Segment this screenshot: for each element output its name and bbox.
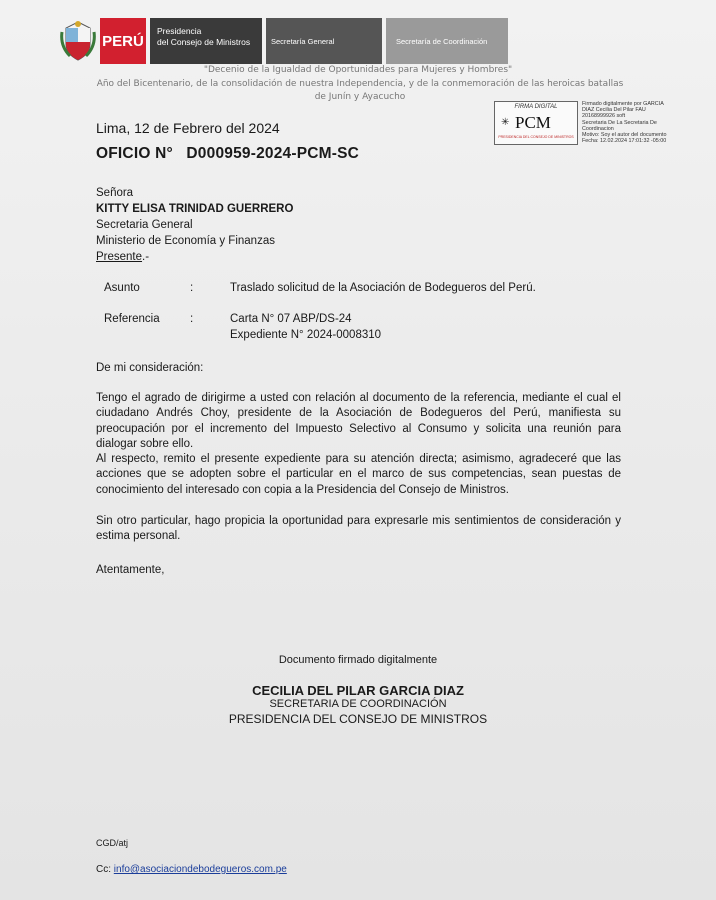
presente-line xyxy=(96,251,149,263)
paragraph-2: Al respecto, remito el presente expediente para su atención directa; asimismo, agradeceré que las acciones que se adopten sobre el particular en el marco de sus competencias, sean puestas de conocimiento del interesado con copia a la Presidencia del Consejo de Ministros. xyxy=(96,453,621,496)
year-motto-line2: de Junín y Ayacucho xyxy=(314,92,406,102)
recipient-title: Secretaria General xyxy=(96,219,193,231)
decade-motto: "Decenio de la Igualdad de Oportunidades para Mujeres y Hombres" xyxy=(203,65,513,75)
signer-org: PRESIDENCIA DEL CONSEJO DE MINISTROS xyxy=(228,712,488,726)
stamp-title: FIRMA DIGITAL xyxy=(514,104,558,110)
signature-details xyxy=(582,101,702,144)
greeting: De mi consideración: xyxy=(96,362,204,374)
secretaria-general-label: Secretaría General xyxy=(266,18,382,64)
stamp-footer: PRESIDENCIA DEL CONSEJO DE MINISTROS xyxy=(498,135,574,139)
oficio-number: OFICIO N° D000959-2024-PCM-SC xyxy=(96,145,360,162)
star-icon: ✳ xyxy=(501,117,510,128)
asunto-colon: : xyxy=(190,282,194,294)
pcm-label xyxy=(150,18,262,64)
peru-coat-of-arms-icon xyxy=(60,20,96,62)
recipient-org: Ministerio de Economía y Finanzas xyxy=(96,235,275,247)
referencia-value-1: Carta N° 07 ABP/DS-24 xyxy=(230,313,352,325)
referencia-label: Referencia xyxy=(104,313,160,325)
signature-line: 20168999926 soft xyxy=(582,113,626,120)
presente-suffix: .- xyxy=(142,251,150,263)
signer-role: SECRETARIA DE COORDINACIÓN xyxy=(269,698,447,710)
cc-label: Cc: xyxy=(96,864,111,875)
secretaria-coordinacion-label: Secretaría de Coordinación xyxy=(386,18,508,64)
referencia-colon: : xyxy=(190,313,194,325)
cc-line xyxy=(96,864,287,875)
year-motto-line1: Año del Bicentenario, de la consolidación de nuestra Independencia, y de la conmemoración de las heroicas batallas xyxy=(96,79,624,89)
signature-line: Fecha: 12.02.2024 17:01:32 -05:00 xyxy=(582,138,667,145)
presente-label: Presente xyxy=(96,251,143,263)
digital-signature-note: Documento firmado digitalmente xyxy=(278,654,438,666)
signature-line: Firmado digitalmente por GARCIA xyxy=(582,101,664,107)
paragraph-1: Tengo el agrado de dirigirme a usted con relación al documento de la referencia, mediante el cual el ciudadano Andrés Choy, presidente de la Asociación de Bodegueros del Perú, manifiesta su preocupación por el incremento del Impuesto Selectivo al Consumo y solicita una reunión para dialogar sobre ello. xyxy=(96,392,621,451)
closing: Atentamente, xyxy=(96,564,165,576)
peru-label: PERÚ xyxy=(100,18,146,64)
asunto-label: Asunto xyxy=(104,282,140,294)
asunto-value: Traslado solicitud de la Asociación de Bodegueros del Perú. xyxy=(230,282,536,294)
signature-line: DIAZ Cecilia Del Pilar FAU xyxy=(582,107,646,114)
digital-signature-stamp xyxy=(494,101,578,145)
pcm-label-line1: Presidencia xyxy=(157,26,202,36)
pcm-label-line2: del Consejo de Ministros xyxy=(157,37,251,47)
cc-email-link[interactable]: info@asociaciondebodegueros.com.pe xyxy=(113,864,287,875)
letter-date: Lima, 12 de Febrero del 2024 xyxy=(96,120,280,136)
signature-line: Secretaria De La Secretaria De xyxy=(582,119,657,126)
referencia-value-2: Expediente N° 2024-0008310 xyxy=(230,329,382,341)
salutation-to: Señora xyxy=(96,187,134,199)
stamp-logo: PCM xyxy=(515,113,551,132)
signature-line: Motivo: Soy el autor del documento xyxy=(582,132,667,139)
recipient-name: KITTY ELISA TRINIDAD GUERRERO xyxy=(96,203,294,215)
signer-name: CECILIA DEL PILAR GARCIA DIAZ xyxy=(252,683,464,698)
signature-line: Coordinacion xyxy=(582,125,614,132)
paragraph-3: Sin otro particular, hago propicia la oportunidad para expresarle mis sentimientos de consideración y estima personal. xyxy=(96,515,621,543)
initials: CGD/atj xyxy=(96,838,129,848)
